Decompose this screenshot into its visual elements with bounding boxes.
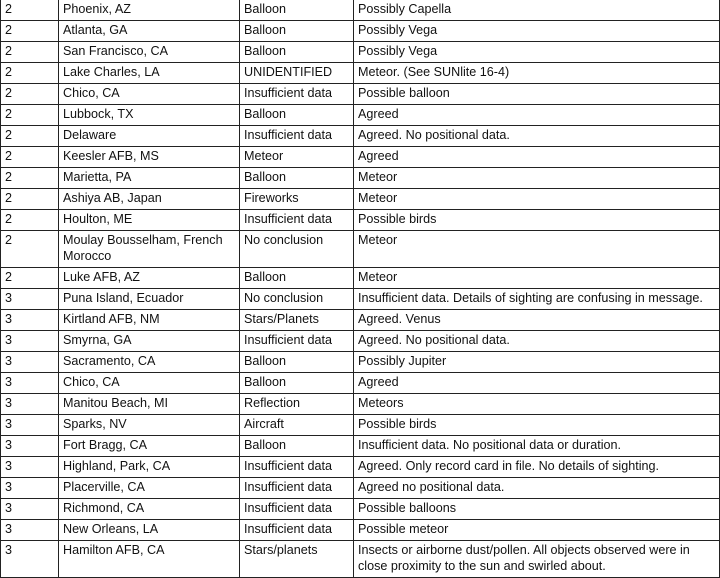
comments-cell: Agreed. No positional data. xyxy=(354,331,720,352)
table-row xyxy=(1,105,720,126)
evaluation-cell: Balloon xyxy=(240,268,354,289)
table-row xyxy=(1,541,720,578)
comments-cell: Insects or airborne dust/pollen. All objects observed were in close proximity to the sun and swirled about. xyxy=(354,541,720,578)
evaluation-cell: Balloon xyxy=(240,105,354,126)
comments-cell: Agreed. Venus xyxy=(354,310,720,331)
comments-cell: Meteor xyxy=(354,189,720,210)
evaluation-cell: Insufficient data xyxy=(240,331,354,352)
table-row xyxy=(1,210,720,231)
location-cell: Chico, CA xyxy=(59,84,240,105)
comments-cell: Agreed. Only record card in file. No details of sighting. xyxy=(354,457,720,478)
table-row xyxy=(1,331,720,352)
table-row xyxy=(1,126,720,147)
evaluation-cell: Insufficient data xyxy=(240,499,354,520)
day-cell: 3 xyxy=(1,289,59,310)
table-row xyxy=(1,415,720,436)
evaluation-cell: Insufficient data xyxy=(240,478,354,499)
table-row xyxy=(1,478,720,499)
location-cell: Phoenix, AZ xyxy=(59,0,240,21)
table-row xyxy=(1,168,720,189)
day-cell: 2 xyxy=(1,189,59,210)
comments-cell: Possible meteor xyxy=(354,520,720,541)
evaluation-cell: Insufficient data xyxy=(240,84,354,105)
evaluation-cell: Stars/Planets xyxy=(240,310,354,331)
location-cell: Sparks, NV xyxy=(59,415,240,436)
comments-cell: Meteor xyxy=(354,168,720,189)
comments-cell: Possible birds xyxy=(354,210,720,231)
location-cell: Ashiya AB, Japan xyxy=(59,189,240,210)
comments-cell: Possible balloon xyxy=(354,84,720,105)
comments-cell: Meteor. (See SUNlite 16-4) xyxy=(354,63,720,84)
evaluation-cell: Stars/planets xyxy=(240,541,354,578)
location-cell: Puna Island, Ecuador xyxy=(59,289,240,310)
day-cell: 2 xyxy=(1,63,59,84)
day-cell: 2 xyxy=(1,0,59,21)
table-row xyxy=(1,289,720,310)
evaluation-cell: Balloon xyxy=(240,21,354,42)
location-cell: Lake Charles, LA xyxy=(59,63,240,84)
evaluation-cell: Balloon xyxy=(240,373,354,394)
day-cell: 2 xyxy=(1,21,59,42)
table-row xyxy=(1,352,720,373)
table-row xyxy=(1,42,720,63)
table-row xyxy=(1,310,720,331)
table-row xyxy=(1,147,720,168)
table-row xyxy=(1,189,720,210)
comments-cell: Agreed xyxy=(354,105,720,126)
evaluation-cell: Balloon xyxy=(240,42,354,63)
comments-cell: Agreed no positional data. xyxy=(354,478,720,499)
evaluation-cell: Insufficient data xyxy=(240,210,354,231)
comments-cell: Possibly Capella xyxy=(354,0,720,21)
day-cell: 3 xyxy=(1,352,59,373)
location-cell: Fort Bragg, CA xyxy=(59,436,240,457)
day-cell: 2 xyxy=(1,268,59,289)
location-cell: Lubbock, TX xyxy=(59,105,240,126)
evaluation-cell: Insufficient data xyxy=(240,520,354,541)
table-row xyxy=(1,394,720,415)
location-cell: Sacramento, CA xyxy=(59,352,240,373)
day-cell: 3 xyxy=(1,373,59,394)
table-body xyxy=(1,0,720,578)
table-row xyxy=(1,373,720,394)
table-row xyxy=(1,21,720,42)
evaluation-cell: Meteor xyxy=(240,147,354,168)
day-cell: 2 xyxy=(1,168,59,189)
day-cell: 2 xyxy=(1,126,59,147)
table-row xyxy=(1,436,720,457)
location-cell: Richmond, CA xyxy=(59,499,240,520)
location-cell: New Orleans, LA xyxy=(59,520,240,541)
day-cell: 2 xyxy=(1,231,59,268)
location-cell: San Francisco, CA xyxy=(59,42,240,63)
location-cell: Moulay Bousselham, French Morocco xyxy=(59,231,240,268)
comments-cell: Insufficient data. Details of sighting are confusing in message. xyxy=(354,289,720,310)
location-cell: Placerville, CA xyxy=(59,478,240,499)
location-cell: Smyrna, GA xyxy=(59,331,240,352)
comments-cell: Possible birds xyxy=(354,415,720,436)
day-cell: 3 xyxy=(1,415,59,436)
comments-cell: Agreed xyxy=(354,147,720,168)
comments-cell: Agreed. No positional data. xyxy=(354,126,720,147)
day-cell: 2 xyxy=(1,210,59,231)
evaluation-cell: Insufficient data xyxy=(240,126,354,147)
evaluation-cell: No conclusion xyxy=(240,231,354,268)
table-row xyxy=(1,499,720,520)
comments-cell: Meteor xyxy=(354,231,720,268)
evaluation-cell: Reflection xyxy=(240,394,354,415)
table-row xyxy=(1,231,720,268)
location-cell: Manitou Beach, MI xyxy=(59,394,240,415)
day-cell: 2 xyxy=(1,105,59,126)
comments-cell: Insufficient data. No positional data or duration. xyxy=(354,436,720,457)
evaluation-cell: No conclusion xyxy=(240,289,354,310)
day-cell: 2 xyxy=(1,147,59,168)
evaluation-cell: Balloon xyxy=(240,436,354,457)
location-cell: Hamilton AFB, CA xyxy=(59,541,240,578)
day-cell: 3 xyxy=(1,331,59,352)
day-cell: 3 xyxy=(1,436,59,457)
day-cell: 3 xyxy=(1,394,59,415)
table-row xyxy=(1,268,720,289)
comments-cell: Agreed xyxy=(354,373,720,394)
day-cell: 3 xyxy=(1,541,59,578)
evaluation-cell: Aircraft xyxy=(240,415,354,436)
evaluation-cell: Balloon xyxy=(240,352,354,373)
evaluation-cell: Insufficient data xyxy=(240,457,354,478)
table-row xyxy=(1,84,720,105)
location-cell: Delaware xyxy=(59,126,240,147)
location-cell: Houlton, ME xyxy=(59,210,240,231)
comments-cell: Meteors xyxy=(354,394,720,415)
evaluation-cell: Balloon xyxy=(240,168,354,189)
day-cell: 2 xyxy=(1,84,59,105)
location-cell: Atlanta, GA xyxy=(59,21,240,42)
location-cell: Luke AFB, AZ xyxy=(59,268,240,289)
location-cell: Marietta, PA xyxy=(59,168,240,189)
day-cell: 3 xyxy=(1,310,59,331)
evaluation-cell: UNIDENTIFIED xyxy=(240,63,354,84)
location-cell: Keesler AFB, MS xyxy=(59,147,240,168)
location-cell: Chico, CA xyxy=(59,373,240,394)
location-cell: Kirtland AFB, NM xyxy=(59,310,240,331)
table-row xyxy=(1,520,720,541)
evaluation-cell: Balloon xyxy=(240,0,354,21)
table-row xyxy=(1,63,720,84)
day-cell: 3 xyxy=(1,457,59,478)
day-cell: 3 xyxy=(1,520,59,541)
table-row xyxy=(1,457,720,478)
comments-cell: Possibly Vega xyxy=(354,21,720,42)
comments-cell: Meteor xyxy=(354,268,720,289)
comments-cell: Possibly Vega xyxy=(354,42,720,63)
comments-cell: Possibly Jupiter xyxy=(354,352,720,373)
location-cell: Highland, Park, CA xyxy=(59,457,240,478)
comments-cell: Possible balloons xyxy=(354,499,720,520)
day-cell: 2 xyxy=(1,42,59,63)
day-cell: 3 xyxy=(1,499,59,520)
table-row xyxy=(1,0,720,21)
day-cell: 3 xyxy=(1,478,59,499)
evaluation-cell: Fireworks xyxy=(240,189,354,210)
